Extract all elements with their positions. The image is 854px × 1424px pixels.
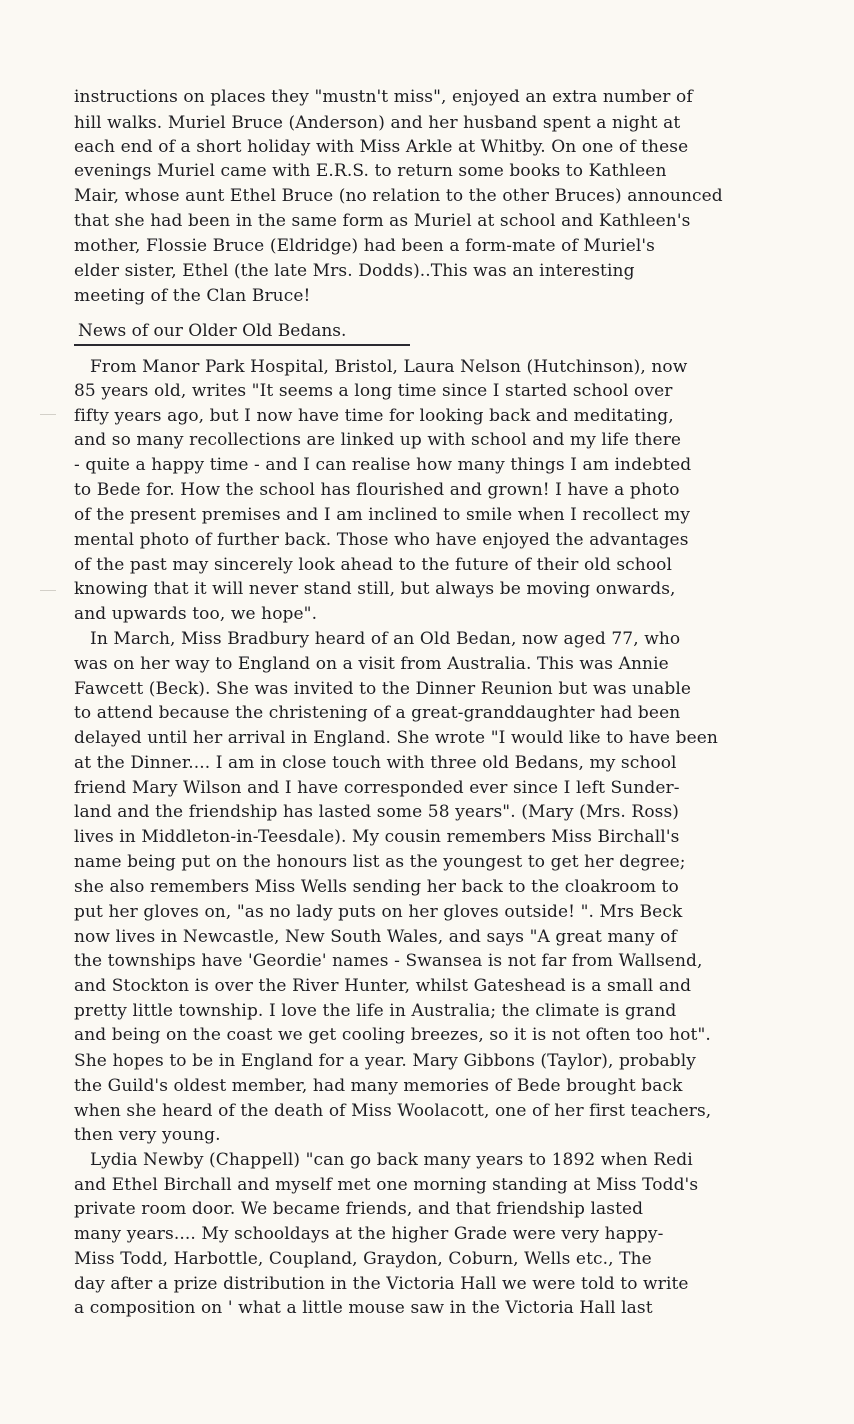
text-line: mother, Flossie Bruce (Eldridge) had been a form-mate of Muriel's: [74, 236, 655, 256]
text-line: Lydia Newby (Chappell) "can go back many years to 1892 when Redi: [90, 1150, 693, 1170]
section-heading: News of our Older Old Bedans.: [78, 321, 347, 341]
text-line: was on her way to England on a visit from Australia. This was Annie: [74, 654, 669, 674]
text-line: In March, Miss Bradbury heard of an Old Bedan, now aged 77, who: [90, 629, 681, 649]
text-line: that she had been in the same form as Muriel at school and Kathleen's: [74, 211, 691, 231]
text-line: to Bede for. How the school has flourished and grown! I have a photo: [74, 480, 680, 500]
text-line: knowing that it will never stand still, but always be moving onwards,: [74, 579, 676, 599]
text-line: 85 years old, writes "It seems a long time since I started school over: [74, 381, 673, 401]
margin-mark: [40, 414, 56, 415]
text-line: Miss Todd, Harbottle, Coupland, Graydon, Coburn, Wells etc., The: [74, 1249, 652, 1269]
text-line: evenings Muriel came with E.R.S. to return some books to Kathleen: [74, 161, 667, 181]
text-line: put her gloves on, "as no lady puts on her gloves outside! ". Mrs Beck: [74, 902, 683, 922]
margin-mark: [40, 590, 56, 591]
text-line: Mair, whose aunt Ethel Bruce (no relation to the other Bruces) announced: [74, 186, 723, 206]
text-line: the Guild's oldest member, had many memories of Bede brought back: [74, 1076, 683, 1096]
text-line: - quite a happy time - and I can realise how many things I am indebted: [74, 455, 692, 475]
text-line: of the present premises and I am inclined to smile when I recollect my: [74, 505, 691, 525]
text-line: delayed until her arrival in England. She wrote "I would like to have been: [74, 728, 718, 748]
text-line: and Ethel Birchall and myself met one morning standing at Miss Todd's: [74, 1175, 699, 1195]
text-line: the townships have 'Geordie' names - Swansea is not far from Wallsend,: [74, 951, 703, 971]
text-line: when she heard of the death of Miss Woolacott, one of her first teachers,: [74, 1101, 712, 1121]
text-line: many years.... My schooldays at the higher Grade were very happy-: [74, 1224, 664, 1244]
text-line: of the past may sincerely look ahead to the future of their old school: [74, 555, 673, 575]
text-line: day after a prize distribution in the Victoria Hall we were told to write: [74, 1274, 689, 1294]
text-line: land and the friendship has lasted some 58 years". (Mary (Mrs. Ross): [74, 802, 680, 822]
text-line: to attend because the christening of a great-granddaughter had been: [74, 703, 681, 723]
text-line: meeting of the Clan Bruce!: [74, 286, 311, 306]
text-line: name being put on the honours list as the youngest to get her degree;: [74, 852, 686, 872]
text-line: and Stockton is over the River Hunter, whilst Gateshead is a small and: [74, 976, 692, 996]
text-line: and being on the coast we get cooling breezes, so it is not often too hot".: [74, 1025, 711, 1045]
text-line: at the Dinner.... I am in close touch with three old Bedans, my school: [74, 753, 677, 773]
text-line: elder sister, Ethel (the late Mrs. Dodds)..This was an interesting: [74, 261, 635, 281]
text-line: lives in Middleton-in-Teesdale). My cousin remembers Miss Birchall's: [74, 827, 680, 847]
text-line: then very young.: [74, 1125, 221, 1145]
text-line: private room door. We became friends, and that friendship lasted: [74, 1199, 644, 1219]
text-line: now lives in Newcastle, New South Wales, and says "A great many of: [74, 927, 677, 947]
text-line: each end of a short holiday with Miss Arkle at Whitby. On one of these: [74, 137, 689, 157]
text-line: fifty years ago, but I now have time for looking back and meditating,: [74, 406, 674, 426]
text-line: she also remembers Miss Wells sending her back to the cloakroom to: [74, 877, 679, 897]
text-line: instructions on places they "mustn't miss", enjoyed an extra number of: [74, 87, 693, 107]
text-line: From Manor Park Hospital, Bristol, Laura Nelson (Hutchinson), now: [90, 357, 688, 377]
text-line: She hopes to be in England for a year. Mary Gibbons (Taylor), probably: [74, 1051, 697, 1071]
text-line: and so many recollections are linked up with school and my life there: [74, 430, 682, 450]
text-line: a composition on ' what a little mouse saw in the Victoria Hall last: [74, 1298, 653, 1318]
text-line: friend Mary Wilson and I have corresponded ever since I left Sunder-: [74, 778, 680, 798]
text-line: pretty little township. I love the life in Australia; the climate is grand: [74, 1001, 677, 1021]
text-line: Fawcett (Beck). She was invited to the Dinner Reunion but was unable: [74, 679, 692, 699]
text-line: hill walks. Muriel Bruce (Anderson) and her husband spent a night at: [74, 113, 681, 133]
text-line: and upwards too, we hope".: [74, 604, 318, 624]
heading-underline: [74, 344, 410, 346]
text-line: mental photo of further back. Those who have enjoyed the advantages: [74, 530, 689, 550]
